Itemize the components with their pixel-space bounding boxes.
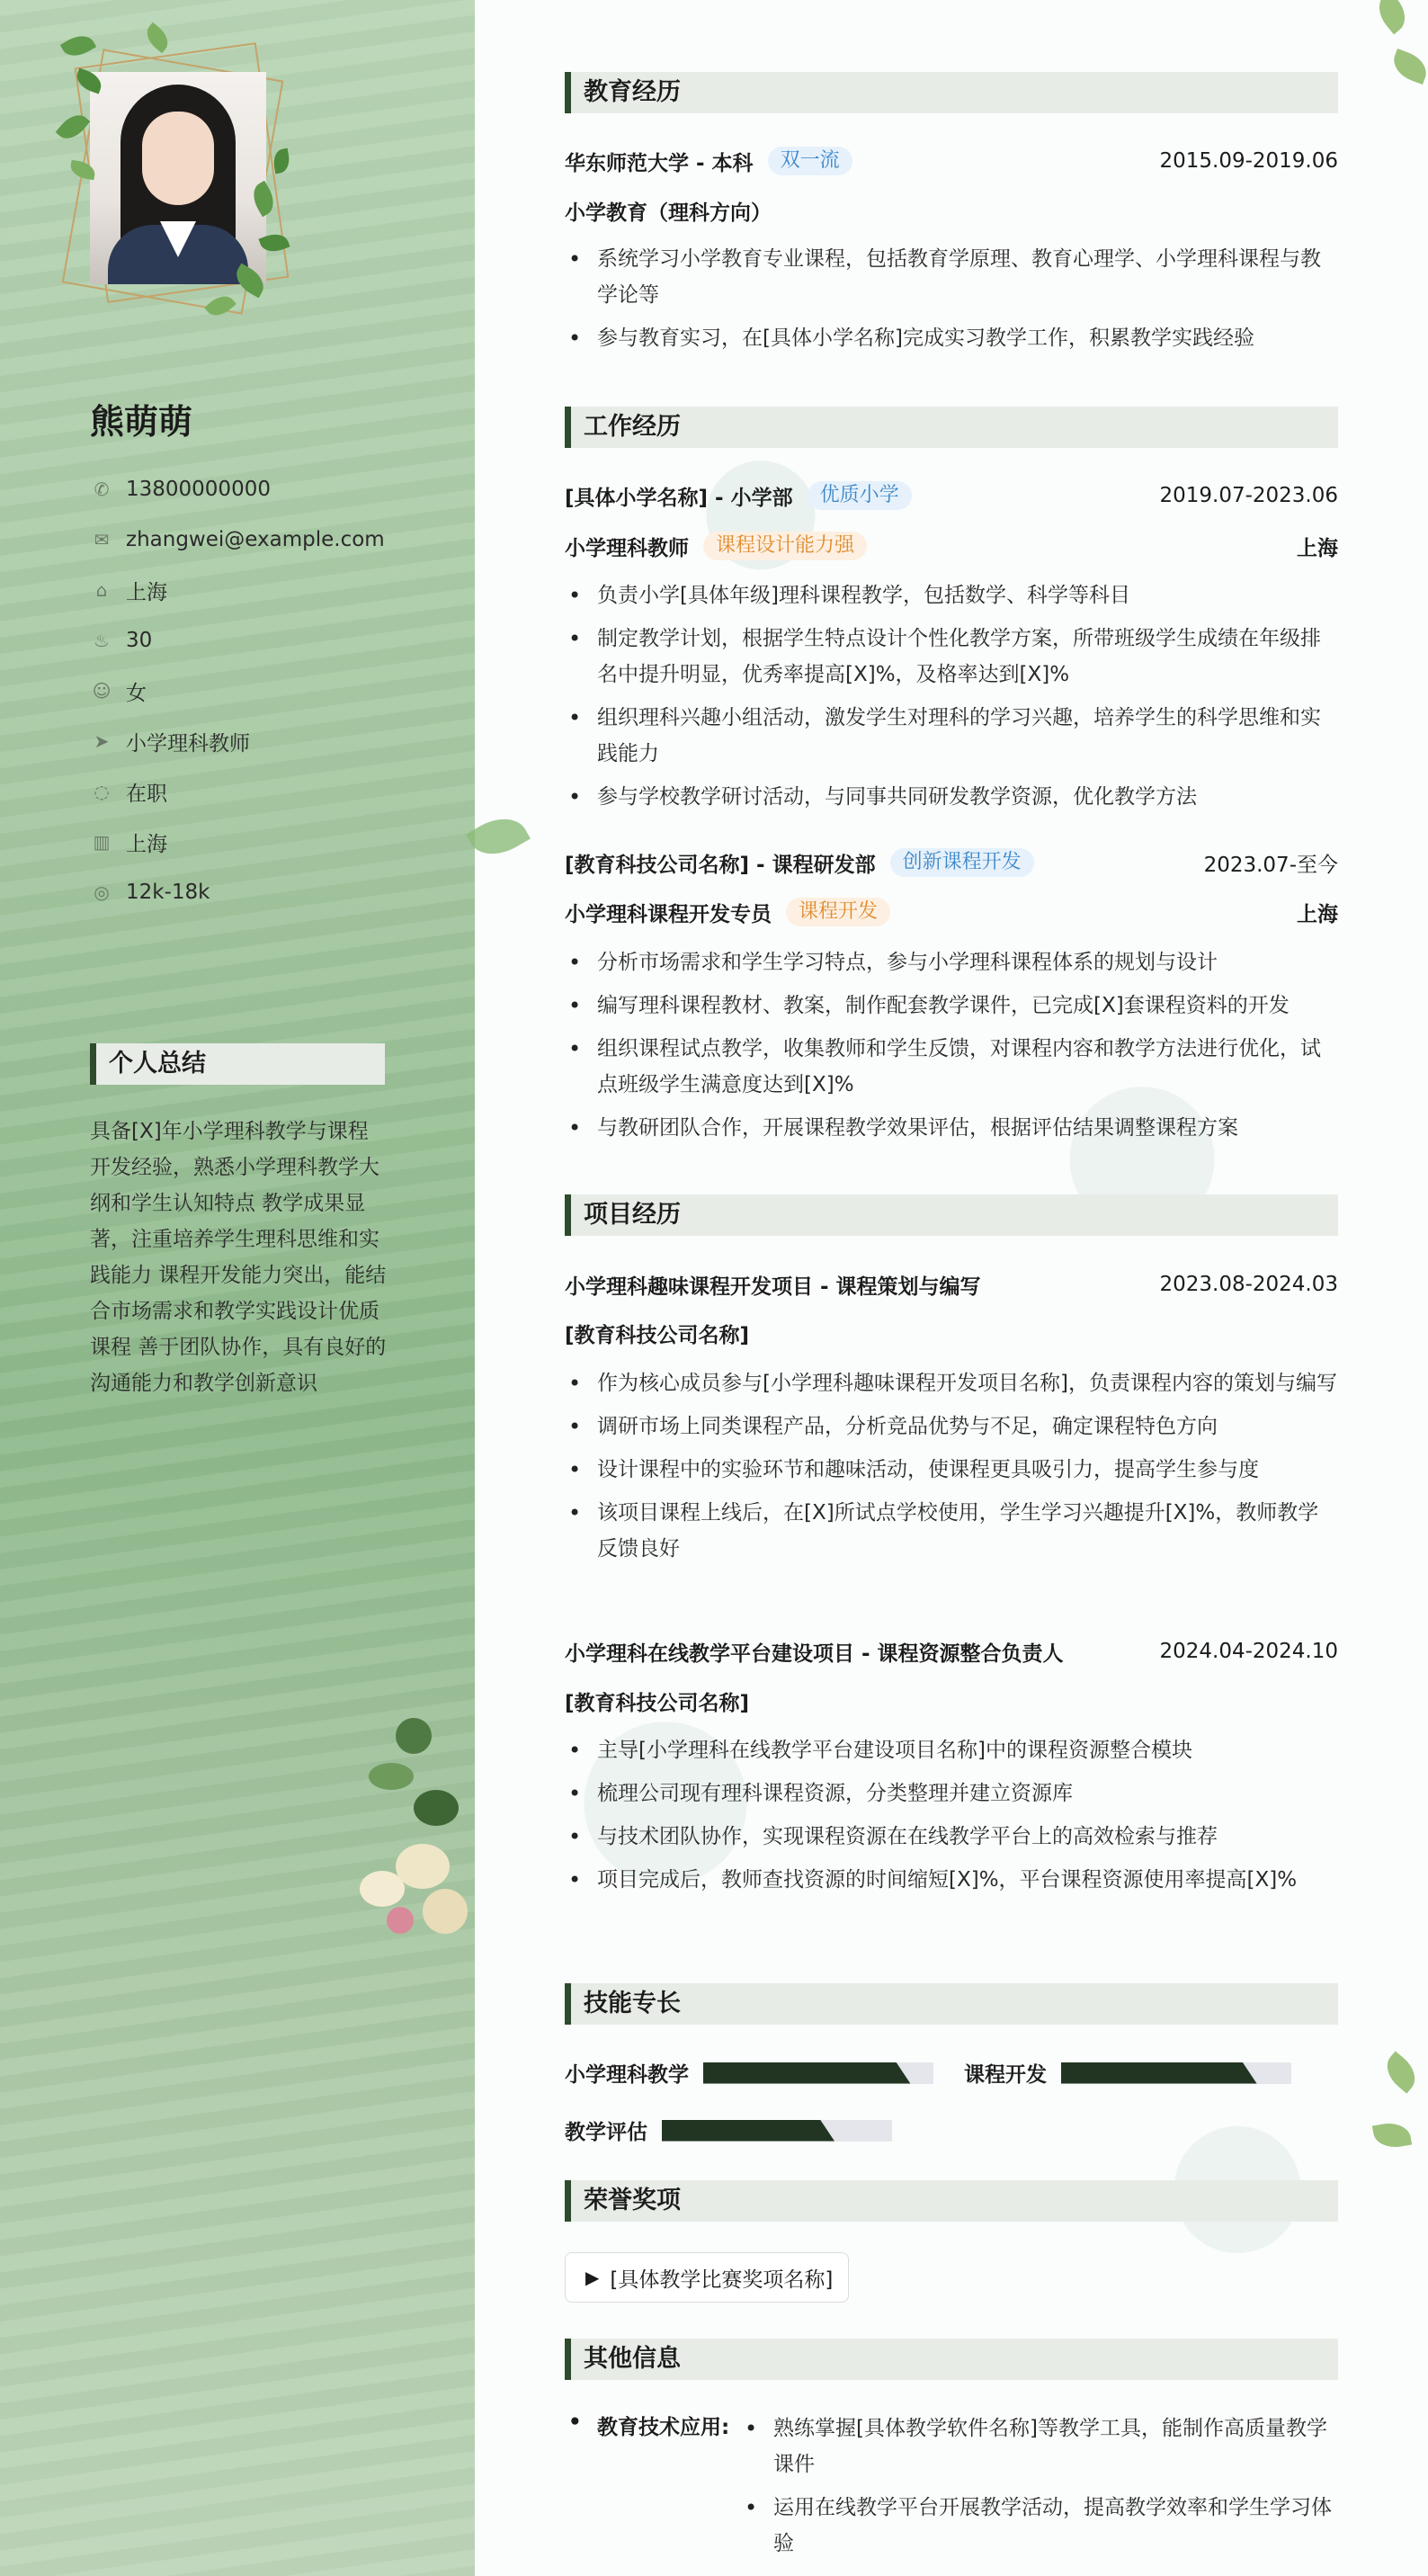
project-org-row <box>565 1685 1338 1717</box>
project-org: [教育科技公司名称] <box>565 1691 750 1715</box>
skill-item <box>565 2115 892 2145</box>
contact-row <box>90 716 450 766</box>
contact-text: 小学理科教师 <box>126 731 250 756</box>
contact-text: zhangwei@example.com <box>126 528 385 551</box>
cake-icon: ♨ <box>94 630 110 651</box>
home-icon: ⌂ <box>95 579 108 601</box>
skill-item <box>964 2058 1291 2088</box>
bullet-item: • 与技术团队协作，实现课程资源在在线教学平台上的高效检索与推荐 <box>565 1819 1338 1855</box>
bullet-item: • 组织课程试点教学，收集教师和学生反馈，对课程内容和教学方法进行优化，试点班级学生满意度达到[X]% <box>565 1031 1338 1103</box>
other-label-text: 教育技术应用: <box>597 2416 730 2439</box>
skill-name: 课程开发 <box>964 2063 1047 2087</box>
skill-name: 教学评估 <box>565 2121 647 2144</box>
skills-heading: 技能专长 <box>565 1983 1338 2025</box>
awards-heading: 荣誉奖项 <box>565 2180 1338 2222</box>
job-bullets <box>565 577 1338 822</box>
major: 小学教育（理科方向） <box>565 201 772 225</box>
skill-bar <box>662 2120 892 2142</box>
bullet-item: • 与教研团队合作，开展课程教学效果评估，根据评估结果调整课程方案 <box>565 1110 1338 1146</box>
job-tag: 创新课程开发 <box>890 848 1034 877</box>
building-icon: ▥ <box>93 831 111 853</box>
bullet-item: • 参与学校教学研讨活动，与同事共同研发教学资源，优化教学方法 <box>565 779 1338 815</box>
contact-row <box>90 817 450 867</box>
bullet-item: • 系统学习小学教育专业课程，包括教育学原理、教育心理学、小学理科课程与教学论等 <box>565 241 1338 313</box>
education-heading: 教育经历 <box>565 72 1338 113</box>
bullet-item: • 分析市场需求和学生学习特点，参与小学理科课程体系的规划与设计 <box>565 944 1338 980</box>
contact-row <box>90 867 450 917</box>
contact-text: 女 <box>126 681 147 705</box>
bullet-item: • 作为核心成员参与[小学理科趣味课程开发项目名称]，负责课程内容的策划与编写 <box>565 1365 1338 1401</box>
contact-text: 在职 <box>126 782 167 806</box>
school-tag: 双一流 <box>768 147 852 175</box>
contact-row <box>90 514 450 565</box>
project-org: [教育科技公司名称] <box>565 1323 750 1347</box>
job-row <box>565 479 1338 512</box>
skill-bar-fill <box>703 2062 910 2084</box>
contact-text: 上海 <box>126 832 167 856</box>
job-bullets <box>565 944 1338 1153</box>
contact-row <box>90 615 450 666</box>
job-row <box>565 846 1338 879</box>
work-heading: 工作经历 <box>565 407 1338 448</box>
bullet-item: • 梳理公司现有理科课程资源，分类整理并建立资源库 <box>565 1775 1338 1811</box>
skill-bar <box>703 2062 933 2084</box>
contact-text: 13800000000 <box>126 478 271 501</box>
bullet-item: • 调研市场上同类课程产品，分析竞品优势与不足，确定课程特色方向 <box>565 1409 1338 1445</box>
bullet-item: • 设计课程中的实验环节和趣味活动，使课程更具吸引力，提高学生参与度 <box>565 1452 1338 1488</box>
bullet-item: • 编写理科课程教材、教案，制作配套教学课件，已完成[X]套课程资料的开发 <box>565 988 1338 1024</box>
project-date: 2023.08-2024.03 <box>1159 1273 1338 1296</box>
skill-bar-fill <box>662 2120 834 2142</box>
salary-icon: ◎ <box>94 881 110 903</box>
job-role: 小学理科课程开发专员 <box>565 902 772 926</box>
projects-heading: 项目经历 <box>565 1194 1338 1236</box>
job-company: [具体小学名称] - 小学部 <box>565 486 793 510</box>
bullet-item: • 负责小学[具体年级]理科课程教学，包括数学、科学等科目 <box>565 577 1338 613</box>
award-name: [具体教学比赛奖项名称] <box>610 2267 834 2292</box>
send-icon: ➤ <box>94 730 110 752</box>
summary-text: 具备[X]年小学理科教学与课程开发经验，熟悉小学理科教学大纲和学生认知特点 教学成果显著，注重培养学生理科思维和实践能力 课程开发能力突出，能结合市场需求和教学实践设计优质课程 善于团队协作，具有良好的沟通能力和教学创新意识 <box>90 1120 387 1395</box>
bullet-item: • 组织理科兴趣小组活动，激发学生对理科的学习兴趣，培养学生的科学思维和实践能力 <box>565 700 1338 772</box>
contact-info-list <box>90 464 450 917</box>
project-bullets <box>565 1732 1338 1905</box>
bullet-item: • 制定教学计划，根据学生特点设计个性化教学方案，所带班级学生成绩在年级排名中提升明显，优秀率提高[X]%，及格率达到[X]% <box>565 621 1338 693</box>
project-row <box>565 1268 1338 1301</box>
other-bullets <box>741 2411 1338 2569</box>
other-heading: 其他信息 <box>565 2339 1338 2380</box>
skill-item <box>565 2058 933 2088</box>
job-company: [教育科技公司名称] - 课程研发部 <box>565 853 876 877</box>
project-name: 小学理科在线教学平台建设项目 - 课程资源整合负责人 <box>565 1641 1064 1666</box>
person-icon: ☺ <box>92 680 112 702</box>
major-row <box>565 194 1338 227</box>
education-bullets <box>565 241 1338 363</box>
project-row <box>565 1635 1338 1668</box>
school-name: 华东师范大学 - 本科 <box>565 151 754 175</box>
project-name: 小学理科趣味课程开发项目 - 课程策划与编写 <box>565 1275 981 1299</box>
profile-name: 熊萌萌 <box>90 402 193 442</box>
flower-decoration <box>342 1691 475 1961</box>
skill-name: 小学理科教学 <box>565 2063 689 2087</box>
job-role-row <box>565 530 1338 562</box>
project-bullets <box>565 1365 1338 1574</box>
job-role-tag: 课程设计能力强 <box>703 532 867 560</box>
job-role-tag: 课程开发 <box>786 898 890 926</box>
contact-row <box>90 464 450 514</box>
project-date: 2024.04-2024.10 <box>1159 1640 1338 1663</box>
education-row <box>565 145 1338 177</box>
mail-icon: ✉ <box>94 529 110 550</box>
bullet-item: • 主导[小学理科在线教学平台建设项目名称]中的课程资源整合模块 <box>565 1732 1338 1768</box>
job-role: 小学理科教师 <box>565 536 689 560</box>
other-label: • 教育技术应用: <box>568 2411 730 2439</box>
sidebar <box>0 0 475 2576</box>
main-content <box>475 0 1428 2576</box>
project-org-row <box>565 1317 1338 1349</box>
contact-text: 上海 <box>126 580 167 604</box>
job-city: 上海 <box>1297 536 1338 560</box>
bullet-item: • 运用在线教学平台开展教学活动，提高教学效率和学生学习体验 <box>741 2490 1338 2562</box>
job-tag: 优质小学 <box>808 481 912 510</box>
status-icon: ◌ <box>94 781 110 802</box>
bullet-item: • 熟练掌握[具体教学软件名称]等教学工具，能制作高质量教学课件 <box>741 2411 1338 2482</box>
contact-text: 12k-18k <box>126 881 210 904</box>
summary-heading: 个人总结 <box>90 1043 385 1085</box>
avatar <box>90 72 266 284</box>
phone-icon: ✆ <box>94 479 110 500</box>
education-date: 2015.09-2019.06 <box>1159 149 1338 173</box>
avatar-frame <box>63 36 297 324</box>
triangle-right-icon: ▶ <box>585 2267 600 2288</box>
job-date: 2023.07-至今 <box>1203 853 1338 877</box>
job-role-row <box>565 896 1338 928</box>
contact-row <box>90 666 450 716</box>
skill-bar <box>1061 2062 1291 2084</box>
skill-bar-fill <box>1061 2062 1257 2084</box>
contact-text: 30 <box>126 629 153 652</box>
contact-row <box>90 766 450 817</box>
bullet-item: • 项目完成后，教师查找资源的时间缩短[X]%，平台课程资源使用率提高[X]% <box>565 1862 1338 1898</box>
bullet-item: • 该项目课程上线后，在[X]所试点学校使用，学生学习兴趣提升[X]%，教师教学反馈良好 <box>565 1495 1338 1567</box>
award-item[interactable] <box>565 2252 849 2303</box>
job-city: 上海 <box>1297 902 1338 926</box>
job-date: 2019.07-2023.06 <box>1159 484 1338 507</box>
contact-row <box>90 565 450 615</box>
bullet-item: • 参与教育实习，在[具体小学名称]完成实习教学工作，积累教学实践经验 <box>565 320 1338 356</box>
